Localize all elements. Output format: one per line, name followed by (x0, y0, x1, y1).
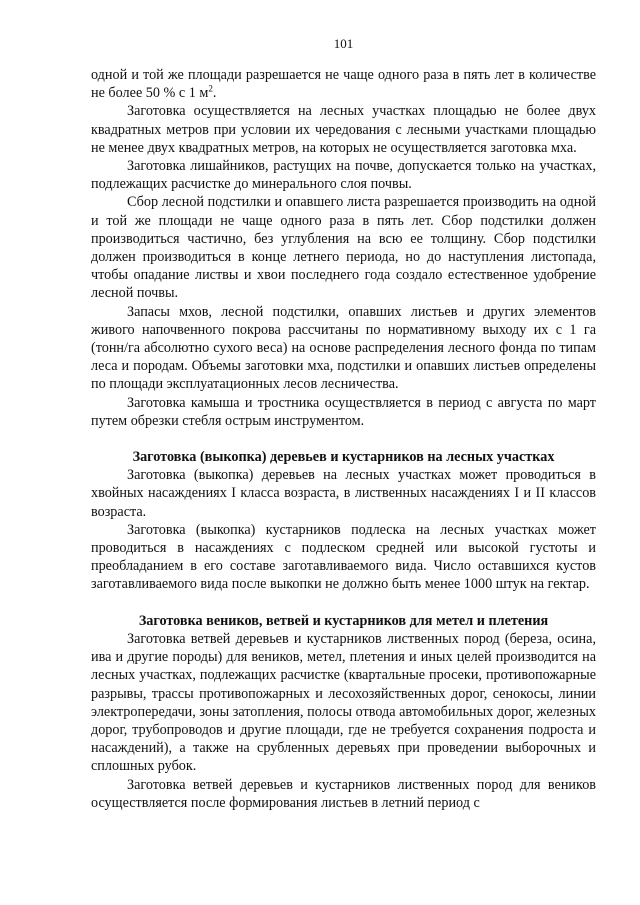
paragraph-moss-plots: Заготовка осуществляется на лесных участках площадью не более двух квадратных метров при условии их чередования с лесными участками площадью не менее двух квадратных метров, на которых не осуществляется заготовка мха. (91, 103, 596, 156)
document-page (91, 36, 596, 812)
paragraph-moss-area-limit (91, 66, 596, 102)
superscript: 2 (208, 83, 213, 94)
paragraph-litter-collection: Сбор лесной подстилки и опавшего листа разрешается производить на одной и той же площади не чаще одного раза в пять лет. Сбор подстилки должен производиться частично, без углубления на всю ее толщину. Сбор подстилки должен производиться в конце летнего периода, но до наступления листопада, чтобы опадание листвы и хвои последнего года создало естественное удобрение лесной почвы. (91, 194, 596, 302)
paragraph-brooms-period: Заготовка ветвей деревьев и кустарников лиственных пород для веников осуществляется после формирования листьев в летний период с (91, 776, 596, 811)
paragraph-tail: . (212, 85, 217, 102)
paragraph-text: одной и той же площади разрешается не чаще одного раза в пять лет в количестве не более 50 % с 1 м (91, 67, 596, 102)
paragraph-lichens: Заготовка лишайников, растущих на почве, допускается только на участках, подлежащих расчистке до минерального слоя почвы. (91, 158, 596, 193)
section-heading-digging: Заготовка (выкопка) деревьев и кустарников на лесных участках (132, 449, 555, 466)
paragraph-reserves: Запасы мхов, лесной подстилки, опавших листьев и других элементов живого напочвенного покрова рассчитаны по нормативному выходу их с 1 га (тонн/га абсолютно сухого веса) на основе распределения лесного фонда по типам леса и породам. Объемы заготовки мха, подстилки и опавших листьев определены по площади эксплуатационных лесов лесничества. (91, 303, 596, 393)
section-heading-brooms: Заготовка веников, ветвей и кустарников для метел и плетения (138, 612, 549, 629)
paragraph-reed: Заготовка камыша и тростника осуществляется в период с августа по март путем обрезки стебля острым инструментом. (91, 394, 596, 429)
paragraph-shrub-digging: Заготовка (выкопка) кустарников подлеска на лесных участках может проводиться в насаждениях с подлеском средней или высокой густоты и преобладанием в его составе заготавливаемого вида. Число оставшихся кустов заготавливаемого вида после выкопки не должно быть менее 1000 штук на гектар. (91, 521, 596, 593)
page-number: 101 (333, 36, 354, 51)
paragraph-tree-digging: Заготовка (выкопка) деревьев на лесных участках может проводиться в хвойных насаждениях I класса возраста, в лиственных насаждениях I и II классов возраста. (91, 467, 596, 520)
paragraph-branches-harvest: Заготовка ветвей деревьев и кустарников лиственных пород (береза, осина, ива и другие породы) для веников, метел, плетения и иных целей производится на лесных участках, подлежащих расчистке (квартальные просеки, противопожарные разрывы, трассы противопожарных и лесохозяйственных дорог, сенокосы, линии электропередачи, зоны затопления, полосы отвода автомобильных дорог, железных дорог, трубопроводов и другие площади, где не требуется сохранения подроста и насаждений), а также на срубленных деревьях при проведении выборочных и сплошных рубок. (91, 630, 596, 775)
